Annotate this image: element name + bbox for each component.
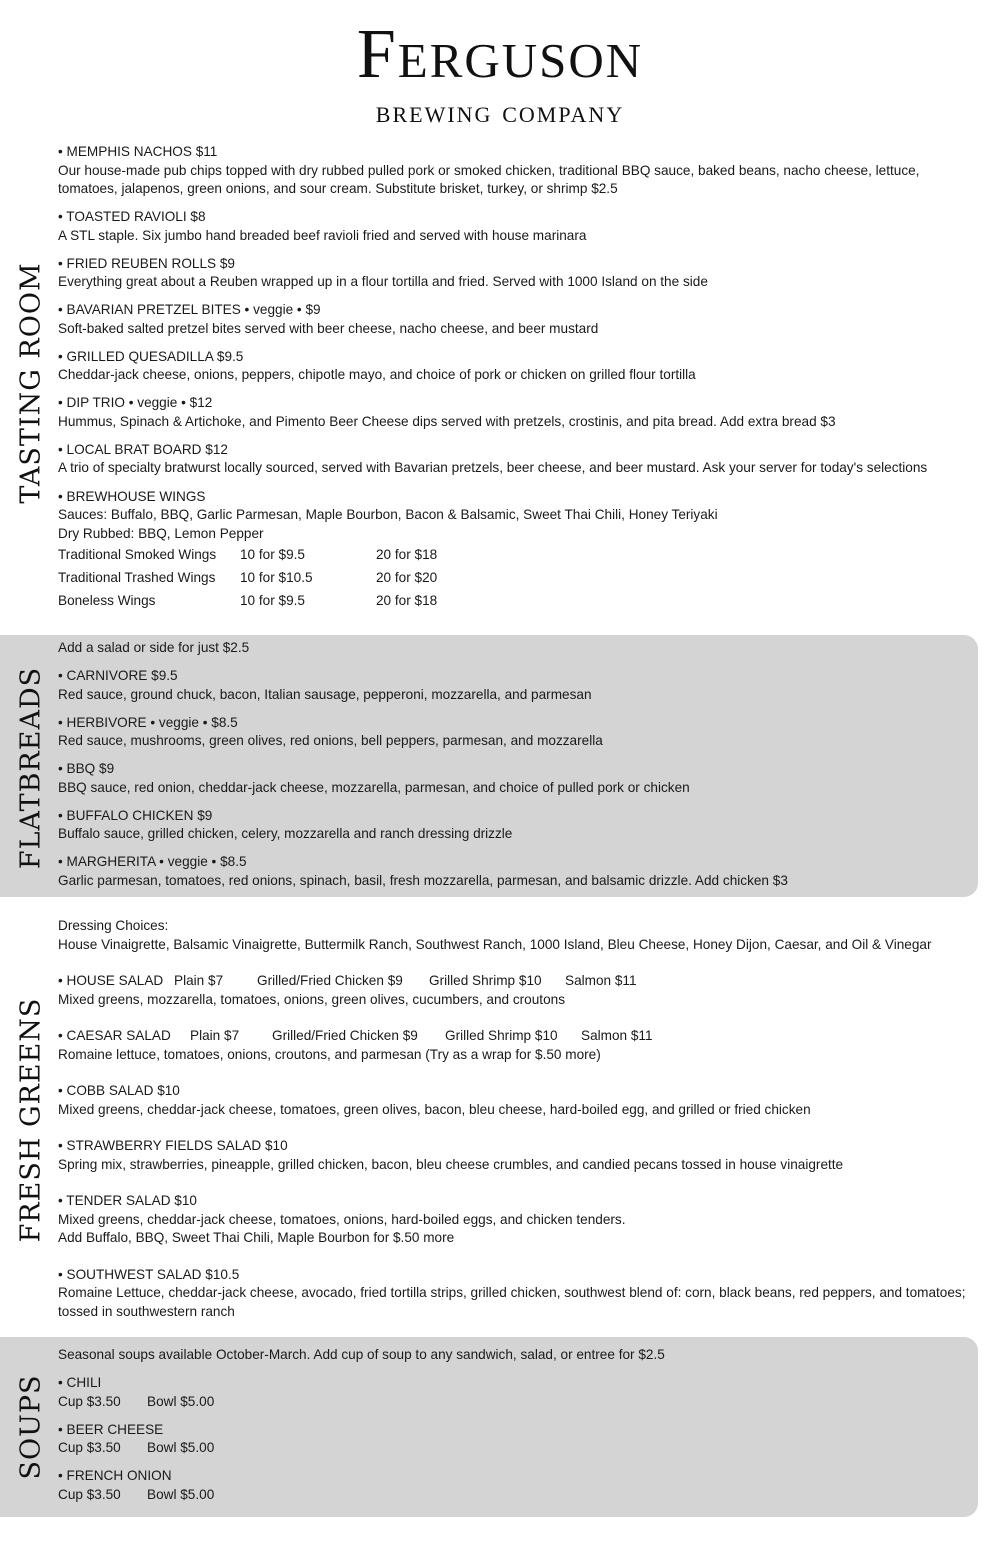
fresh-greens-section <box>58 917 978 1321</box>
item-title: • GRILLED QUESADILLA $9.5 <box>58 348 244 364</box>
price-cup: Cup $3.50 <box>58 1393 121 1409</box>
item-title: • BUFFALO CHICKEN $9 <box>58 807 213 823</box>
list-item <box>58 853 968 890</box>
wings-price-row <box>58 544 978 567</box>
list-item <box>58 972 978 1009</box>
wings-price-row <box>58 567 978 590</box>
soups-section <box>58 1346 968 1514</box>
item-description: Garlic parmesan, tomatoes, red onions, spinach, basil, fresh mozzarella, parmesan, and balsamic drizzle. Add chicken $3 <box>58 872 788 888</box>
dressing-title: Dressing Choices: <box>58 918 169 933</box>
item-description: Red sauce, mushrooms, green olives, red onions, bell peppers, parmesan, and mozzarella <box>58 733 603 748</box>
dressing-choices <box>58 917 978 954</box>
item-title: • TOASTED RAVIOLI $8 <box>58 209 206 224</box>
list-item <box>58 1266 978 1322</box>
list-item <box>58 394 978 431</box>
dressing-list: House Vinaigrette, Balsamic Vinaigrette, Buttermilk Ranch, Southwest Ranch, 1000 Island, Bleu Cheese, Honey Dijon, Caesar, and Oil & Vinegar <box>58 936 932 952</box>
item-title: • BBQ $9 <box>58 761 115 776</box>
item-description: Romaine lettuce, tomatoes, onions, croutons, and parmesan (Try as a wrap for $.50 more) <box>58 1046 601 1062</box>
item-title: • DIP TRIO • veggie • $12 <box>58 395 213 410</box>
soups-intro: Seasonal soups available October-March. Add cup of soup to any sandwich, salad, or entree for $2.5 <box>58 1347 665 1362</box>
menu-header <box>0 18 1000 130</box>
list-item <box>58 1137 978 1174</box>
list-item <box>58 807 968 844</box>
item-title: • HOUSE SALAD <box>58 973 164 988</box>
item-description: Spring mix, strawberries, pineapple, grilled chicken, bacon, bleu cheese crumbles, and candied pecans tossed in house vinaigrette <box>58 1156 844 1172</box>
item-description-extra: Add Buffalo, BBQ, Sweet Thai Chili, Maple Bourbon for $.50 more <box>58 1230 455 1245</box>
list-item <box>58 1421 968 1458</box>
item-title: • TENDER SALAD $10 <box>58 1193 197 1208</box>
price-bowl: Bowl $5.00 <box>147 1393 215 1409</box>
wings-sauces: Sauces: Buffalo, BBQ, Garlic Parmesan, Maple Bourbon, Bacon & Balsamic, Sweet Thai Chili, Honey Teriyaki <box>58 507 718 522</box>
wings-name: Traditional Smoked Wings <box>58 547 217 563</box>
item-title: • FRENCH ONION <box>58 1468 172 1483</box>
list-item <box>58 208 978 245</box>
price-shrimp: Grilled Shrimp $10 <box>429 973 542 988</box>
list-item <box>58 441 978 478</box>
price-cup: Cup $3.50 <box>58 1486 121 1502</box>
wings-item <box>58 488 978 614</box>
price-shrimp: Grilled Shrimp $10 <box>445 1028 558 1043</box>
price-salmon: Salmon $11 <box>565 973 637 988</box>
wings-price-20: 20 for $18 <box>376 547 438 563</box>
item-title: • MARGHERITA • veggie • $8.5 <box>58 854 247 869</box>
price-cup: Cup $3.50 <box>58 1440 121 1455</box>
price-chicken: Grilled/Fried Chicken $9 <box>272 1028 418 1043</box>
wings-price-10: 10 for $10.5 <box>240 570 313 586</box>
item-title: • STRAWBERRY FIELDS SALAD $10 <box>58 1138 288 1153</box>
list-item <box>58 143 978 199</box>
item-description: Mixed greens, mozzarella, tomatoes, onions, green olives, cucumbers, and croutons <box>58 991 565 1007</box>
wings-price-20: 20 for $20 <box>376 570 438 586</box>
wings-name: Traditional Trashed Wings <box>58 570 216 586</box>
item-title: • BEER CHEESE <box>58 1421 164 1437</box>
list-item <box>58 1082 978 1119</box>
item-title: • FRIED REUBEN ROLLS $9 <box>58 255 235 271</box>
caesar-salad-prices <box>58 1027 978 1046</box>
list-item <box>58 348 978 385</box>
item-title: • COBB SALAD $10 <box>58 1083 180 1098</box>
item-description: Our house-made pub chips topped with dry rubbed pulled pork or smoked chicken, traditional BBQ sauce, baked beans, nacho cheese, lettuce, tomatoes, jalapenos, green onions, and sour cream. Substitute brisket, turkey, or shrimp $2.5 <box>58 162 920 196</box>
item-description: A trio of specialty bratwurst locally sourced, served with Bavarian pretzels, beer cheese, and beer mustard. Ask your server for today's selections <box>58 460 928 475</box>
wings-name: Boneless Wings <box>58 593 156 609</box>
item-description: Buffalo sauce, grilled chicken, celery, mozzarella and ranch dressing drizzle <box>58 826 513 841</box>
item-title: • CAESAR SALAD <box>58 1028 171 1043</box>
item-description: A STL staple. Six jumbo hand breaded beef ravioli fried and served with house marinara <box>58 227 587 243</box>
price-bowl: Bowl $5.00 <box>147 1440 215 1455</box>
item-title: • HERBIVORE • veggie • $8.5 <box>58 714 238 730</box>
item-description: Cheddar-jack cheese, onions, peppers, chipotle mayo, and choice of pork or chicken on grilled flour tortilla <box>58 367 696 382</box>
price-chicken: Grilled/Fried Chicken $9 <box>257 973 403 988</box>
price-plain: Plain $7 <box>190 1028 240 1043</box>
item-description: Red sauce, ground chuck, bacon, Italian sausage, pepperoni, mozzarella, and parmesan <box>58 686 592 702</box>
list-item <box>58 1192 978 1248</box>
list-item <box>58 1467 968 1504</box>
list-item <box>58 760 968 797</box>
list-item <box>58 1374 968 1411</box>
wings-dry-rub: Dry Rubbed: BBQ, Lemon Pepper <box>58 525 264 541</box>
wings-price-10: 10 for $9.5 <box>240 593 305 609</box>
item-title: • CARNIVORE $9.5 <box>58 668 178 683</box>
price-plain: Plain $7 <box>174 973 224 988</box>
item-description: Mixed greens, cheddar-jack cheese, tomatoes, green olives, bacon, bleu cheese, hard-boiled egg, and grilled or fried chicken <box>58 1101 811 1117</box>
item-description: Soft-baked salted pretzel bites served with beer cheese, nacho cheese, and beer mustard <box>58 320 599 336</box>
list-item <box>58 301 978 338</box>
price-salmon: Salmon $11 <box>581 1028 653 1043</box>
house-salad-prices <box>58 972 978 991</box>
item-description: Mixed greens, cheddar-jack cheese, tomatoes, onions, hard-boiled eggs, and chicken tenders. <box>58 1211 626 1227</box>
item-title: • CHILI <box>58 1375 102 1390</box>
wings-price-row <box>58 590 978 613</box>
item-title: • MEMPHIS NACHOS $11 <box>58 144 218 159</box>
item-title: • BAVARIAN PRETZEL BITES • veggie • $9 <box>58 302 321 317</box>
tasting-room-section <box>58 143 978 613</box>
item-description: Romaine Lettuce, cheddar-jack cheese, avocado, fried tortilla strips, grilled chicken, southwest blend of: corn, black beans, red peppers, and tomatoes; tossed in southwestern ranch <box>58 1285 966 1319</box>
list-item <box>58 714 968 751</box>
wings-price-10: 10 for $9.5 <box>240 547 305 563</box>
flatbreads-intro: Add a salad or side for just $2.5 <box>58 640 250 655</box>
item-title: • LOCAL BRAT BOARD $12 <box>58 441 228 457</box>
item-title: • BREWHOUSE WINGS <box>58 488 206 504</box>
brand-subtitle: brewing company <box>375 94 625 129</box>
list-item <box>58 1027 978 1064</box>
price-bowl: Bowl $5.00 <box>147 1486 215 1502</box>
flatbreads-section <box>58 639 968 900</box>
list-item <box>58 667 968 704</box>
item-description: BBQ sauce, red onion, cheddar-jack cheese, mozzarella, parmesan, and choice of pulled pork or chicken <box>58 779 690 795</box>
item-description: Hummus, Spinach & Artichoke, and Pimento Beer Cheese dips served with pretzels, crostinis, and pita bread. Add extra bread $3 <box>58 413 836 429</box>
item-description: Everything great about a Reuben wrapped up in a flour tortilla and fried. Served with 1000 Island on the side <box>58 274 708 289</box>
item-title: • SOUTHWEST SALAD $10.5 <box>58 1266 240 1282</box>
brand-name: Ferguson <box>356 16 644 93</box>
list-item <box>58 255 978 292</box>
wings-price-20: 20 for $18 <box>376 593 438 609</box>
